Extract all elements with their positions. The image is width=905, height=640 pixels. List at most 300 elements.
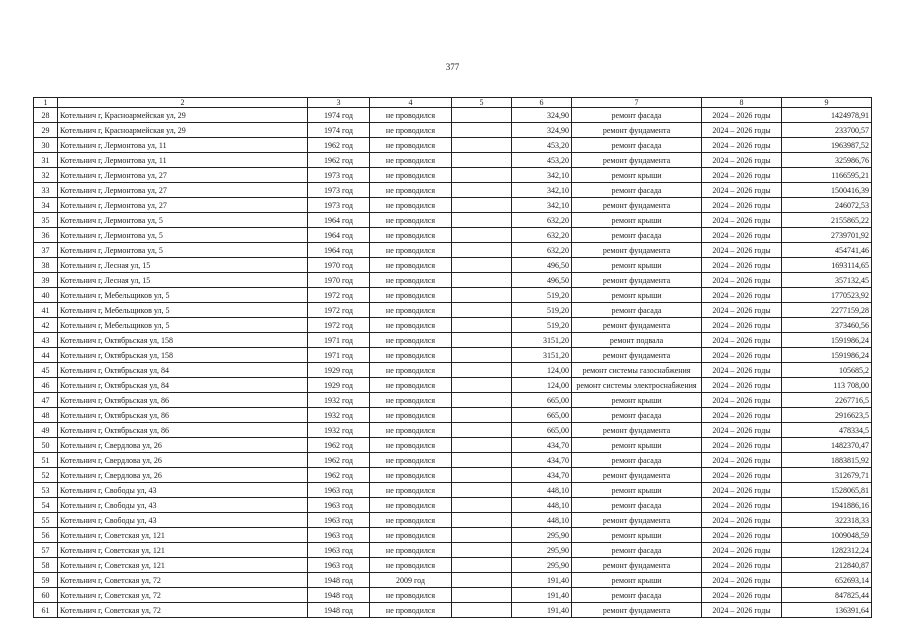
period-cell: 2024 – 2026 годы — [702, 453, 782, 468]
row-number: 35 — [34, 213, 58, 228]
last-repair-cell: не проводился — [370, 438, 452, 453]
period-cell: 2024 – 2026 годы — [702, 258, 782, 273]
period-cell: 2024 – 2026 годы — [702, 423, 782, 438]
last-repair-cell: не проводился — [370, 213, 452, 228]
table-row — [34, 243, 872, 258]
column5-cell — [452, 213, 512, 228]
area-cell: 191,40 — [512, 588, 572, 603]
period-cell: 2024 – 2026 годы — [702, 168, 782, 183]
row-number: 38 — [34, 258, 58, 273]
period-cell: 2024 – 2026 годы — [702, 303, 782, 318]
column5-cell — [452, 468, 512, 483]
commission-year-cell: 1970 год — [308, 258, 370, 273]
table-row — [34, 153, 872, 168]
last-repair-cell: не проводился — [370, 183, 452, 198]
cost-cell: 1770523,92 — [782, 288, 872, 303]
area-cell: 124,00 — [512, 363, 572, 378]
table-row — [34, 483, 872, 498]
column5-cell — [452, 303, 512, 318]
address-cell: Котельнич г, Октябрьская ул, 84 — [58, 378, 308, 393]
column5-cell — [452, 273, 512, 288]
column5-cell — [452, 123, 512, 138]
cost-cell: 2277159,28 — [782, 303, 872, 318]
row-number: 32 — [34, 168, 58, 183]
cost-cell: 2739701,92 — [782, 228, 872, 243]
work-type-cell: ремонт крыши — [572, 258, 702, 273]
row-number: 51 — [34, 453, 58, 468]
cost-cell: 212840,87 — [782, 558, 872, 573]
column5-cell — [452, 483, 512, 498]
commission-year-cell: 1972 год — [308, 288, 370, 303]
address-cell: Котельнич г, Свердлова ул, 26 — [58, 468, 308, 483]
area-cell: 448,10 — [512, 498, 572, 513]
period-cell: 2024 – 2026 годы — [702, 438, 782, 453]
row-number: 49 — [34, 423, 58, 438]
cost-cell: 1963987,52 — [782, 138, 872, 153]
row-number: 56 — [34, 528, 58, 543]
address-cell: Котельнич г, Свободы ул, 43 — [58, 513, 308, 528]
address-cell: Котельнич г, Красноармейская ул, 29 — [58, 123, 308, 138]
commission-year-cell: 1932 год — [308, 423, 370, 438]
work-type-cell: ремонт фасада — [572, 408, 702, 423]
area-cell: 632,20 — [512, 243, 572, 258]
area-cell: 453,20 — [512, 138, 572, 153]
work-type-cell: ремонт крыши — [572, 288, 702, 303]
period-cell: 2024 – 2026 годы — [702, 468, 782, 483]
commission-year-cell: 1963 год — [308, 513, 370, 528]
cost-cell: 1424978,91 — [782, 108, 872, 123]
work-type-cell: ремонт фасада — [572, 303, 702, 318]
address-cell: Котельнич г, Лермонтова ул, 27 — [58, 198, 308, 213]
address-cell: Котельнич г, Свободы ул, 43 — [58, 498, 308, 513]
last-repair-cell: не проводился — [370, 258, 452, 273]
work-type-cell: ремонт фундамента — [572, 513, 702, 528]
address-cell: Котельнич г, Октябрьская ул, 158 — [58, 333, 308, 348]
address-cell: Котельнич г, Лермонтова ул, 27 — [58, 183, 308, 198]
work-type-cell: ремонт крыши — [572, 168, 702, 183]
row-number: 52 — [34, 468, 58, 483]
table-row — [34, 408, 872, 423]
address-cell: Котельнич г, Октябрьская ул, 86 — [58, 393, 308, 408]
column5-cell — [452, 288, 512, 303]
table-row — [34, 498, 872, 513]
period-cell: 2024 – 2026 годы — [702, 528, 782, 543]
area-cell: 191,40 — [512, 603, 572, 618]
last-repair-cell: не проводился — [370, 108, 452, 123]
table-row — [34, 423, 872, 438]
commission-year-cell: 1974 год — [308, 123, 370, 138]
last-repair-cell: не проводился — [370, 228, 452, 243]
address-cell: Котельнич г, Октябрьская ул, 158 — [58, 348, 308, 363]
period-cell: 2024 – 2026 годы — [702, 153, 782, 168]
period-cell: 2024 – 2026 годы — [702, 333, 782, 348]
period-cell: 2024 – 2026 годы — [702, 603, 782, 618]
work-type-cell: ремонт фасада — [572, 138, 702, 153]
work-type-cell: ремонт фундамента — [572, 423, 702, 438]
row-number: 44 — [34, 348, 58, 363]
last-repair-cell: не проводился — [370, 603, 452, 618]
row-number: 61 — [34, 603, 58, 618]
area-cell: 342,10 — [512, 168, 572, 183]
address-cell: Котельнич г, Лермонтова ул, 5 — [58, 228, 308, 243]
last-repair-cell: не проводился — [370, 288, 452, 303]
row-number: 33 — [34, 183, 58, 198]
commission-year-cell: 1948 год — [308, 573, 370, 588]
column5-cell — [452, 378, 512, 393]
area-cell: 434,70 — [512, 468, 572, 483]
work-type-cell: ремонт фундамента — [572, 243, 702, 258]
cost-cell: 1591986,24 — [782, 333, 872, 348]
table-row — [34, 363, 872, 378]
period-cell: 2024 – 2026 годы — [702, 498, 782, 513]
commission-year-cell: 1962 год — [308, 438, 370, 453]
area-cell: 324,90 — [512, 123, 572, 138]
last-repair-cell: не проводился — [370, 273, 452, 288]
last-repair-cell: не проводился — [370, 168, 452, 183]
column-header-1: 1 — [34, 98, 58, 108]
cost-cell: 1500416,39 — [782, 183, 872, 198]
address-cell: Котельнич г, Лесная ул, 15 — [58, 258, 308, 273]
row-number: 47 — [34, 393, 58, 408]
row-number: 55 — [34, 513, 58, 528]
work-type-cell: ремонт фундамента — [572, 603, 702, 618]
period-cell: 2024 – 2026 годы — [702, 198, 782, 213]
table-row — [34, 108, 872, 123]
area-cell: 295,90 — [512, 528, 572, 543]
commission-year-cell: 1973 год — [308, 168, 370, 183]
period-cell: 2024 – 2026 годы — [702, 408, 782, 423]
area-cell: 519,20 — [512, 303, 572, 318]
area-cell: 665,00 — [512, 408, 572, 423]
cost-cell: 357132,45 — [782, 273, 872, 288]
commission-year-cell: 1963 год — [308, 558, 370, 573]
area-cell: 434,70 — [512, 438, 572, 453]
commission-year-cell: 1963 год — [308, 483, 370, 498]
table-row — [34, 348, 872, 363]
commission-year-cell: 1948 год — [308, 588, 370, 603]
area-cell: 434,70 — [512, 453, 572, 468]
cost-cell: 2267716,5 — [782, 393, 872, 408]
address-cell: Котельнич г, Лермонтова ул, 11 — [58, 138, 308, 153]
last-repair-cell: не проводился — [370, 468, 452, 483]
commission-year-cell: 1963 год — [308, 543, 370, 558]
last-repair-cell: не проводился — [370, 423, 452, 438]
work-type-cell: ремонт фундамента — [572, 468, 702, 483]
area-cell: 519,20 — [512, 318, 572, 333]
cost-cell: 1009048,59 — [782, 528, 872, 543]
work-type-cell: ремонт системы газоснабжения — [572, 363, 702, 378]
cost-cell: 847825,44 — [782, 588, 872, 603]
period-cell: 2024 – 2026 годы — [702, 378, 782, 393]
address-cell: Котельнич г, Красноармейская ул, 29 — [58, 108, 308, 123]
work-type-cell: ремонт фасада — [572, 543, 702, 558]
last-repair-cell: не проводился — [370, 483, 452, 498]
column5-cell — [452, 438, 512, 453]
table-row — [34, 468, 872, 483]
work-type-cell: ремонт фасада — [572, 108, 702, 123]
commission-year-cell: 1962 год — [308, 153, 370, 168]
work-type-cell: ремонт фасада — [572, 453, 702, 468]
commission-year-cell: 1972 год — [308, 318, 370, 333]
row-number: 59 — [34, 573, 58, 588]
area-cell: 453,20 — [512, 153, 572, 168]
table-row — [34, 258, 872, 273]
row-number: 57 — [34, 543, 58, 558]
row-number: 37 — [34, 243, 58, 258]
work-type-cell: ремонт фундамента — [572, 198, 702, 213]
table-row — [34, 543, 872, 558]
table-row — [34, 603, 872, 618]
row-number: 28 — [34, 108, 58, 123]
cost-cell: 1591986,24 — [782, 348, 872, 363]
column5-cell — [452, 453, 512, 468]
row-number: 31 — [34, 153, 58, 168]
commission-year-cell: 1929 год — [308, 363, 370, 378]
area-cell: 124,00 — [512, 378, 572, 393]
last-repair-cell: не проводился — [370, 558, 452, 573]
area-cell: 3151,20 — [512, 333, 572, 348]
address-cell: Котельнич г, Лермонтова ул, 27 — [58, 168, 308, 183]
table-row — [34, 303, 872, 318]
cost-cell: 1282312,24 — [782, 543, 872, 558]
commission-year-cell: 1962 год — [308, 453, 370, 468]
header-row — [34, 98, 872, 108]
period-cell: 2024 – 2026 годы — [702, 228, 782, 243]
address-cell: Котельнич г, Мебельщиков ул, 5 — [58, 318, 308, 333]
column5-cell — [452, 168, 512, 183]
last-repair-cell: не проводился — [370, 333, 452, 348]
work-type-cell: ремонт крыши — [572, 438, 702, 453]
page-number: 377 — [445, 62, 460, 72]
period-cell: 2024 – 2026 годы — [702, 273, 782, 288]
period-cell: 2024 – 2026 годы — [702, 288, 782, 303]
last-repair-cell: не проводился — [370, 393, 452, 408]
table-row — [34, 558, 872, 573]
area-cell: 448,10 — [512, 513, 572, 528]
period-cell: 2024 – 2026 годы — [702, 363, 782, 378]
column-header-7: 7 — [572, 98, 702, 108]
cost-cell: 136391,64 — [782, 603, 872, 618]
column5-cell — [452, 348, 512, 363]
area-cell: 448,10 — [512, 483, 572, 498]
work-type-cell: ремонт системы электроснабжения — [572, 378, 702, 393]
row-number: 60 — [34, 588, 58, 603]
column5-cell — [452, 393, 512, 408]
column5-cell — [452, 138, 512, 153]
last-repair-cell: не проводился — [370, 363, 452, 378]
column5-cell — [452, 363, 512, 378]
work-type-cell: ремонт фасада — [572, 183, 702, 198]
column5-cell — [452, 528, 512, 543]
column-header-5: 5 — [452, 98, 512, 108]
address-cell: Котельнич г, Советская ул, 72 — [58, 573, 308, 588]
commission-year-cell: 1932 год — [308, 408, 370, 423]
cost-cell: 1528065,81 — [782, 483, 872, 498]
column-header-4: 4 — [370, 98, 452, 108]
last-repair-cell: не проводился — [370, 378, 452, 393]
cost-cell: 1693114,65 — [782, 258, 872, 273]
commission-year-cell: 1973 год — [308, 183, 370, 198]
address-cell: Котельнич г, Советская ул, 121 — [58, 558, 308, 573]
address-cell: Котельнич г, Советская ул, 121 — [58, 528, 308, 543]
commission-year-cell: 1972 год — [308, 303, 370, 318]
work-type-cell: ремонт фасада — [572, 228, 702, 243]
period-cell: 2024 – 2026 годы — [702, 513, 782, 528]
address-cell: Котельнич г, Лесная ул, 15 — [58, 273, 308, 288]
cost-cell: 652693,14 — [782, 573, 872, 588]
cost-cell: 312679,71 — [782, 468, 872, 483]
column5-cell — [452, 153, 512, 168]
table-row — [34, 213, 872, 228]
last-repair-cell: не проводился — [370, 198, 452, 213]
column-header-6: 6 — [512, 98, 572, 108]
cost-cell: 1482370,47 — [782, 438, 872, 453]
cost-cell: 373460,56 — [782, 318, 872, 333]
work-type-cell: ремонт фундамента — [572, 318, 702, 333]
cost-cell: 1166595,21 — [782, 168, 872, 183]
area-cell: 3151,20 — [512, 348, 572, 363]
commission-year-cell: 1971 год — [308, 333, 370, 348]
row-number: 36 — [34, 228, 58, 243]
column5-cell — [452, 408, 512, 423]
work-type-cell: ремонт фасада — [572, 588, 702, 603]
last-repair-cell: не проводился — [370, 453, 452, 468]
table-row — [34, 333, 872, 348]
last-repair-cell: не проводился — [370, 408, 452, 423]
table-row — [34, 138, 872, 153]
table-row — [34, 123, 872, 138]
row-number: 34 — [34, 198, 58, 213]
commission-year-cell: 1962 год — [308, 468, 370, 483]
last-repair-cell: не проводился — [370, 513, 452, 528]
address-cell: Котельнич г, Лермонтова ул, 5 — [58, 243, 308, 258]
row-number: 30 — [34, 138, 58, 153]
table-row — [34, 288, 872, 303]
work-type-cell: ремонт фундамента — [572, 348, 702, 363]
area-cell: 632,20 — [512, 228, 572, 243]
area-cell: 342,10 — [512, 183, 572, 198]
table-row — [34, 393, 872, 408]
last-repair-cell: не проводился — [370, 528, 452, 543]
column5-cell — [452, 318, 512, 333]
area-cell: 665,00 — [512, 393, 572, 408]
row-number: 43 — [34, 333, 58, 348]
period-cell: 2024 – 2026 годы — [702, 348, 782, 363]
last-repair-cell: не проводился — [370, 123, 452, 138]
last-repair-cell: не проводился — [370, 588, 452, 603]
address-cell: Котельнич г, Мебельщиков ул, 5 — [58, 303, 308, 318]
table-row — [34, 273, 872, 288]
address-cell: Котельнич г, Советская ул, 72 — [58, 588, 308, 603]
cost-cell: 113 708,00 — [782, 378, 872, 393]
column5-cell — [452, 258, 512, 273]
area-cell: 632,20 — [512, 213, 572, 228]
last-repair-cell: 2009 год — [370, 573, 452, 588]
work-type-cell: ремонт крыши — [572, 573, 702, 588]
table-row — [34, 318, 872, 333]
last-repair-cell: не проводился — [370, 138, 452, 153]
period-cell: 2024 – 2026 годы — [702, 573, 782, 588]
commission-year-cell: 1964 год — [308, 213, 370, 228]
column5-cell — [452, 198, 512, 213]
commission-year-cell: 1964 год — [308, 228, 370, 243]
last-repair-cell: не проводился — [370, 243, 452, 258]
row-number: 48 — [34, 408, 58, 423]
cost-cell: 2916623,5 — [782, 408, 872, 423]
row-number: 42 — [34, 318, 58, 333]
address-cell: Котельнич г, Лермонтова ул, 5 — [58, 213, 308, 228]
work-type-cell: ремонт подвала — [572, 333, 702, 348]
area-cell: 496,50 — [512, 258, 572, 273]
work-type-cell: ремонт крыши — [572, 393, 702, 408]
address-cell: Котельнич г, Октябрьская ул, 86 — [58, 423, 308, 438]
column5-cell — [452, 603, 512, 618]
row-number: 41 — [34, 303, 58, 318]
cost-cell: 233700,57 — [782, 123, 872, 138]
cost-cell: 2155865,22 — [782, 213, 872, 228]
table-row — [34, 228, 872, 243]
column5-cell — [452, 513, 512, 528]
commission-year-cell: 1962 год — [308, 138, 370, 153]
address-cell: Котельнич г, Свердлова ул, 26 — [58, 438, 308, 453]
cost-cell: 322318,33 — [782, 513, 872, 528]
period-cell: 2024 – 2026 годы — [702, 318, 782, 333]
table-header — [34, 98, 872, 108]
period-cell: 2024 – 2026 годы — [702, 213, 782, 228]
column-header-9: 9 — [782, 98, 872, 108]
column-header-3: 3 — [308, 98, 370, 108]
commission-year-cell: 1973 год — [308, 198, 370, 213]
work-type-cell: ремонт фасада — [572, 498, 702, 513]
period-cell: 2024 – 2026 годы — [702, 108, 782, 123]
table-row — [34, 513, 872, 528]
table-body — [34, 108, 872, 618]
column5-cell — [452, 333, 512, 348]
period-cell: 2024 – 2026 годы — [702, 558, 782, 573]
commission-year-cell: 1948 год — [308, 603, 370, 618]
column5-cell — [452, 228, 512, 243]
work-type-cell: ремонт фундамента — [572, 273, 702, 288]
area-cell: 295,90 — [512, 558, 572, 573]
row-number: 29 — [34, 123, 58, 138]
table-row — [34, 588, 872, 603]
commission-year-cell: 1964 год — [308, 243, 370, 258]
work-type-cell: ремонт фундамента — [572, 153, 702, 168]
cost-cell: 1883815,92 — [782, 453, 872, 468]
table-row — [34, 528, 872, 543]
area-cell: 665,00 — [512, 423, 572, 438]
commission-year-cell: 1970 год — [308, 273, 370, 288]
table-row — [34, 573, 872, 588]
column-header-8: 8 — [702, 98, 782, 108]
address-cell: Котельнич г, Свободы ул, 43 — [58, 483, 308, 498]
commission-year-cell: 1971 год — [308, 348, 370, 363]
area-cell: 519,20 — [512, 288, 572, 303]
column5-cell — [452, 588, 512, 603]
period-cell: 2024 – 2026 годы — [702, 588, 782, 603]
period-cell: 2024 – 2026 годы — [702, 243, 782, 258]
work-type-cell: ремонт фундамента — [572, 558, 702, 573]
area-cell: 342,10 — [512, 198, 572, 213]
table-row — [34, 168, 872, 183]
address-cell: Котельнич г, Октябрьская ул, 84 — [58, 363, 308, 378]
period-cell: 2024 – 2026 годы — [702, 483, 782, 498]
cost-cell: 325986,76 — [782, 153, 872, 168]
row-number: 50 — [34, 438, 58, 453]
row-number: 46 — [34, 378, 58, 393]
last-repair-cell: не проводился — [370, 498, 452, 513]
column5-cell — [452, 543, 512, 558]
